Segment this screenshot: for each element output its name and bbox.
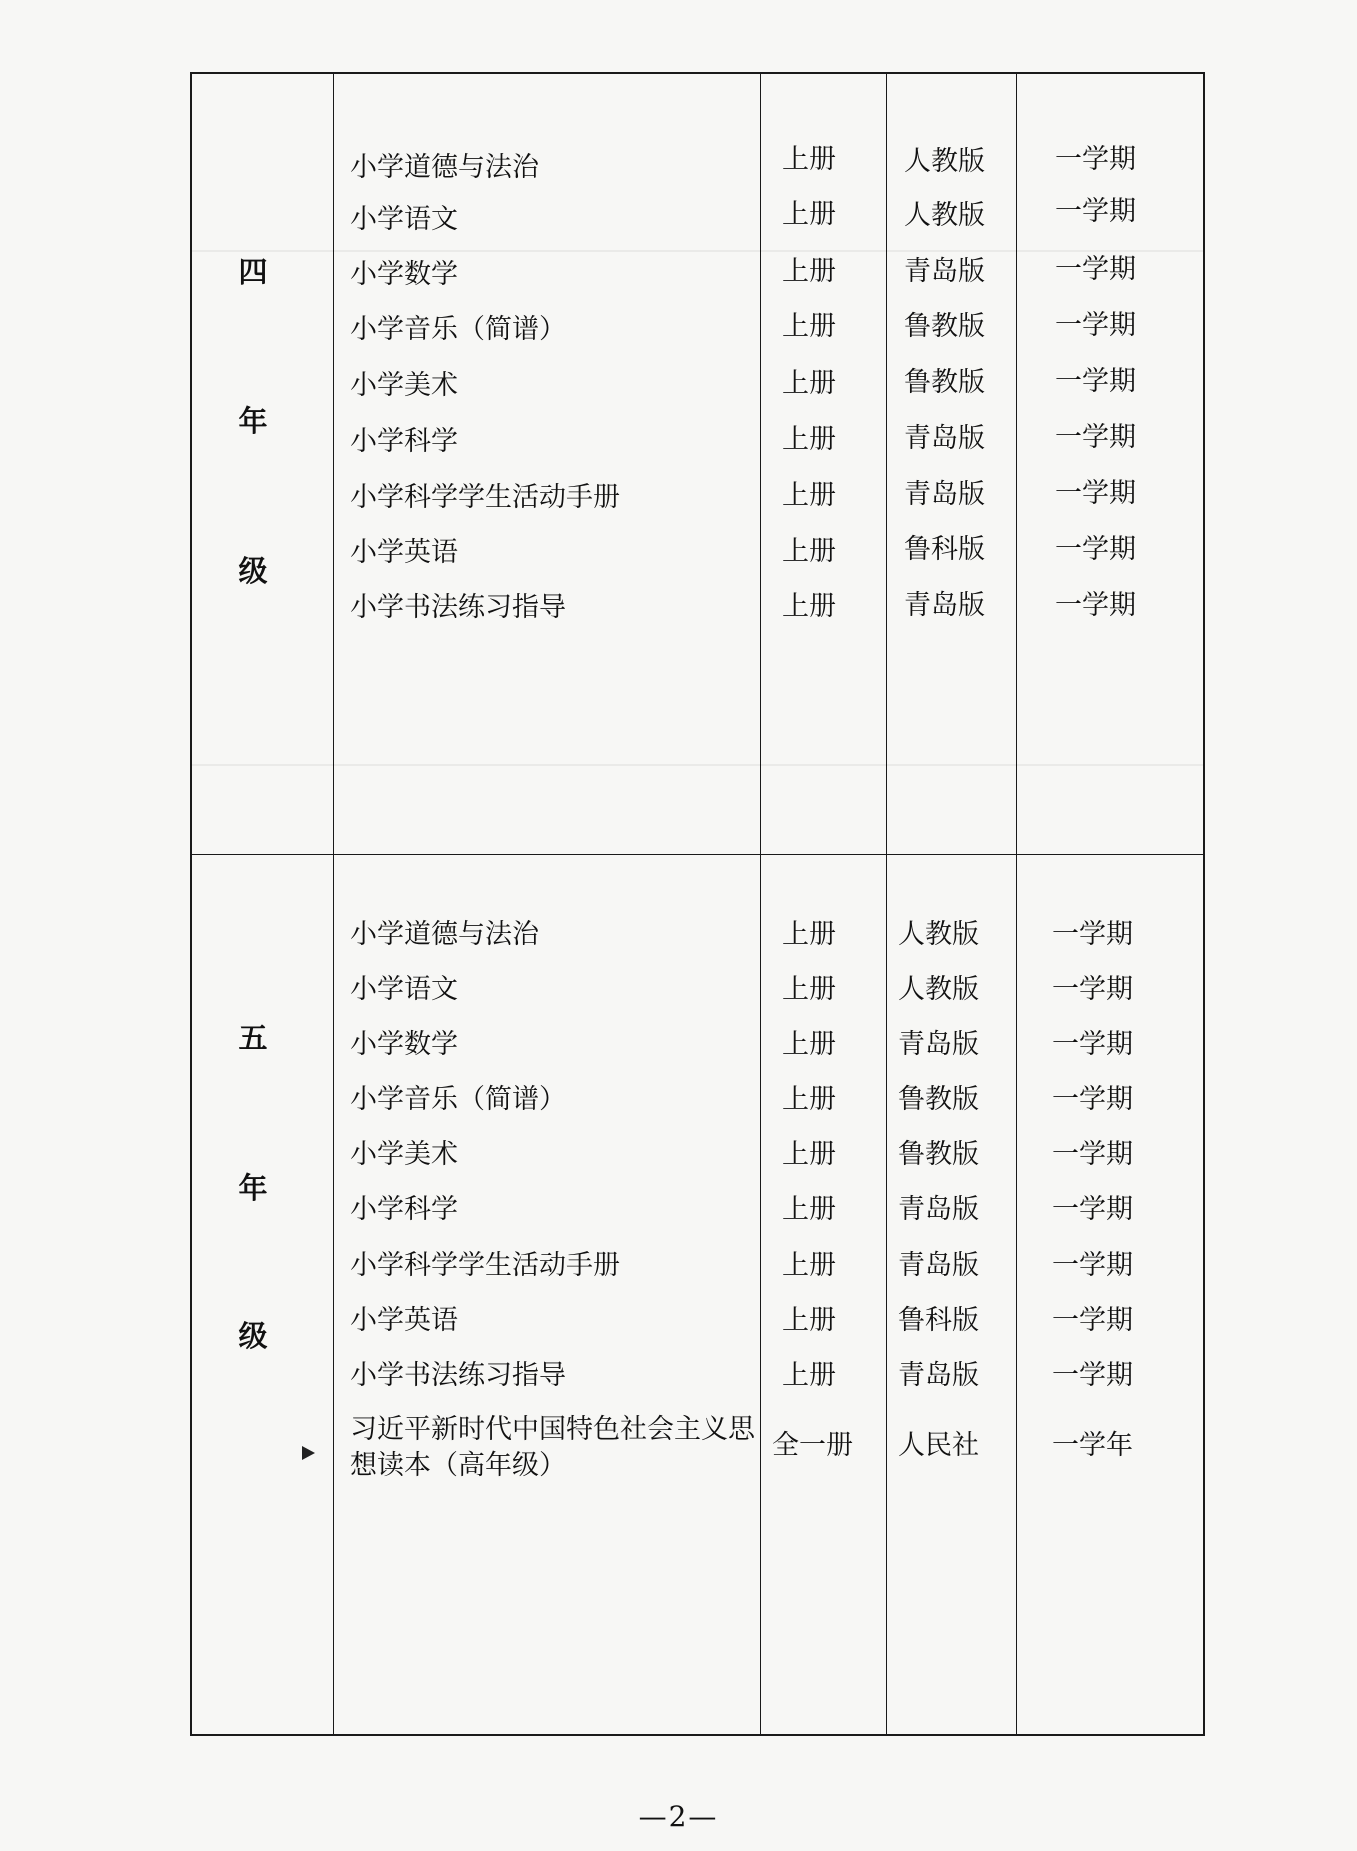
subject-cell: 小学音乐（简谱） xyxy=(350,314,566,345)
volume-cell: 上册 xyxy=(782,974,836,1005)
volume-cell: 上册 xyxy=(782,368,836,399)
edition-cell: 青岛版 xyxy=(904,256,985,287)
period-cell: 一学期 xyxy=(1052,919,1133,950)
volume-cell: 上册 xyxy=(782,591,836,622)
subject-cell: 小学科学学生活动手册 xyxy=(350,1250,620,1281)
period-cell: 一学期 xyxy=(1052,974,1133,1005)
period-cell: 一学期 xyxy=(1055,422,1136,453)
textbook-table xyxy=(190,72,1205,1736)
volume-cell: 上册 xyxy=(782,256,836,287)
bleed-through-mark xyxy=(192,764,1203,766)
subject-cell: 习近平新时代中国特色社会主义思想读本（高年级） xyxy=(350,1414,755,1481)
subject-cell: 小学美术 xyxy=(350,1139,458,1170)
period-cell: 一学期 xyxy=(1052,1305,1133,1336)
period-cell: 一学期 xyxy=(1052,1139,1133,1170)
edition-cell: 青岛版 xyxy=(904,423,985,454)
volume-cell: 全一册 xyxy=(772,1430,853,1461)
period-cell: 一学期 xyxy=(1052,1029,1133,1060)
subject-cell: 小学科学学生活动手册 xyxy=(350,482,620,513)
grade-label-char: 五 xyxy=(238,1021,268,1055)
edition-cell: 人民社 xyxy=(898,1430,979,1461)
edition-cell: 鲁教版 xyxy=(904,311,985,342)
edition-cell: 鲁教版 xyxy=(898,1139,979,1170)
grade-label-char: 级 xyxy=(238,554,268,588)
subject-cell: 小学书法练习指导 xyxy=(350,592,566,623)
edition-cell: 鲁教版 xyxy=(898,1084,979,1115)
subject-cell: 小学音乐（简谱） xyxy=(350,1084,566,1115)
page-number: —2— xyxy=(638,1800,719,1833)
volume-cell: 上册 xyxy=(782,144,836,175)
subject-cell: 小学科学 xyxy=(350,426,458,457)
edition-cell: 人教版 xyxy=(904,146,985,177)
edition-cell: 青岛版 xyxy=(898,1194,979,1225)
period-cell: 一学期 xyxy=(1055,366,1136,397)
period-cell: 一学期 xyxy=(1055,196,1136,227)
column-divider xyxy=(760,74,761,1734)
volume-cell: 上册 xyxy=(782,1029,836,1060)
grade-label-char: 级 xyxy=(238,1319,268,1353)
period-cell: 一学期 xyxy=(1055,254,1136,285)
subject-cell: 小学书法练习指导 xyxy=(350,1360,566,1391)
period-cell: 一学期 xyxy=(1055,534,1136,565)
edition-cell: 鲁教版 xyxy=(904,367,985,398)
column-divider xyxy=(1016,74,1017,1734)
grade-label-char: 年 xyxy=(238,404,268,438)
edition-cell: 人教版 xyxy=(898,974,979,1005)
edition-cell: 青岛版 xyxy=(898,1360,979,1391)
edition-cell: 人教版 xyxy=(904,200,985,231)
volume-cell: 上册 xyxy=(782,1360,836,1391)
period-cell: 一学期 xyxy=(1055,144,1136,175)
period-cell: 一学期 xyxy=(1052,1084,1133,1115)
edition-cell: 鲁科版 xyxy=(904,534,985,565)
edition-cell: 青岛版 xyxy=(898,1250,979,1281)
volume-cell: 上册 xyxy=(782,536,836,567)
subject-cell: 小学英语 xyxy=(350,537,458,568)
period-cell: 一学期 xyxy=(1055,310,1136,341)
subject-cell: 小学道德与法治 xyxy=(350,152,539,183)
edition-cell: 鲁科版 xyxy=(898,1305,979,1336)
volume-cell: 上册 xyxy=(782,199,836,230)
column-divider xyxy=(886,74,887,1734)
period-cell: 一学期 xyxy=(1055,590,1136,621)
subject-cell: 小学语文 xyxy=(350,974,458,1005)
period-cell: 一学年 xyxy=(1052,1430,1133,1461)
edition-cell: 青岛版 xyxy=(904,590,985,621)
subject-cell: 小学数学 xyxy=(350,259,458,290)
subject-cell: 小学数学 xyxy=(350,1029,458,1060)
subject-cell: 小学科学 xyxy=(350,1194,458,1225)
grade-label-char: 四 xyxy=(238,255,268,289)
volume-cell: 上册 xyxy=(782,424,836,455)
period-cell: 一学期 xyxy=(1052,1194,1133,1225)
volume-cell: 上册 xyxy=(782,480,836,511)
volume-cell: 上册 xyxy=(782,1305,836,1336)
volume-cell: 上册 xyxy=(782,1250,836,1281)
edition-cell: 青岛版 xyxy=(898,1029,979,1060)
edition-cell: 人教版 xyxy=(898,919,979,950)
period-cell: 一学期 xyxy=(1052,1360,1133,1391)
volume-cell: 上册 xyxy=(782,311,836,342)
volume-cell: 上册 xyxy=(782,1194,836,1225)
subject-cell: 小学英语 xyxy=(350,1305,458,1336)
subject-cell: 小学语文 xyxy=(350,204,458,235)
bleed-through-mark xyxy=(192,250,1203,252)
triangle-mark-icon xyxy=(302,1446,315,1460)
volume-cell: 上册 xyxy=(782,1084,836,1115)
period-cell: 一学期 xyxy=(1055,478,1136,509)
grade-label-char: 年 xyxy=(238,1171,268,1205)
volume-cell: 上册 xyxy=(782,919,836,950)
column-divider xyxy=(333,74,334,1734)
subject-cell: 小学美术 xyxy=(350,370,458,401)
grade-divider xyxy=(192,854,1203,855)
edition-cell: 青岛版 xyxy=(904,479,985,510)
period-cell: 一学期 xyxy=(1052,1250,1133,1281)
volume-cell: 上册 xyxy=(782,1139,836,1170)
subject-cell: 小学道德与法治 xyxy=(350,919,539,950)
